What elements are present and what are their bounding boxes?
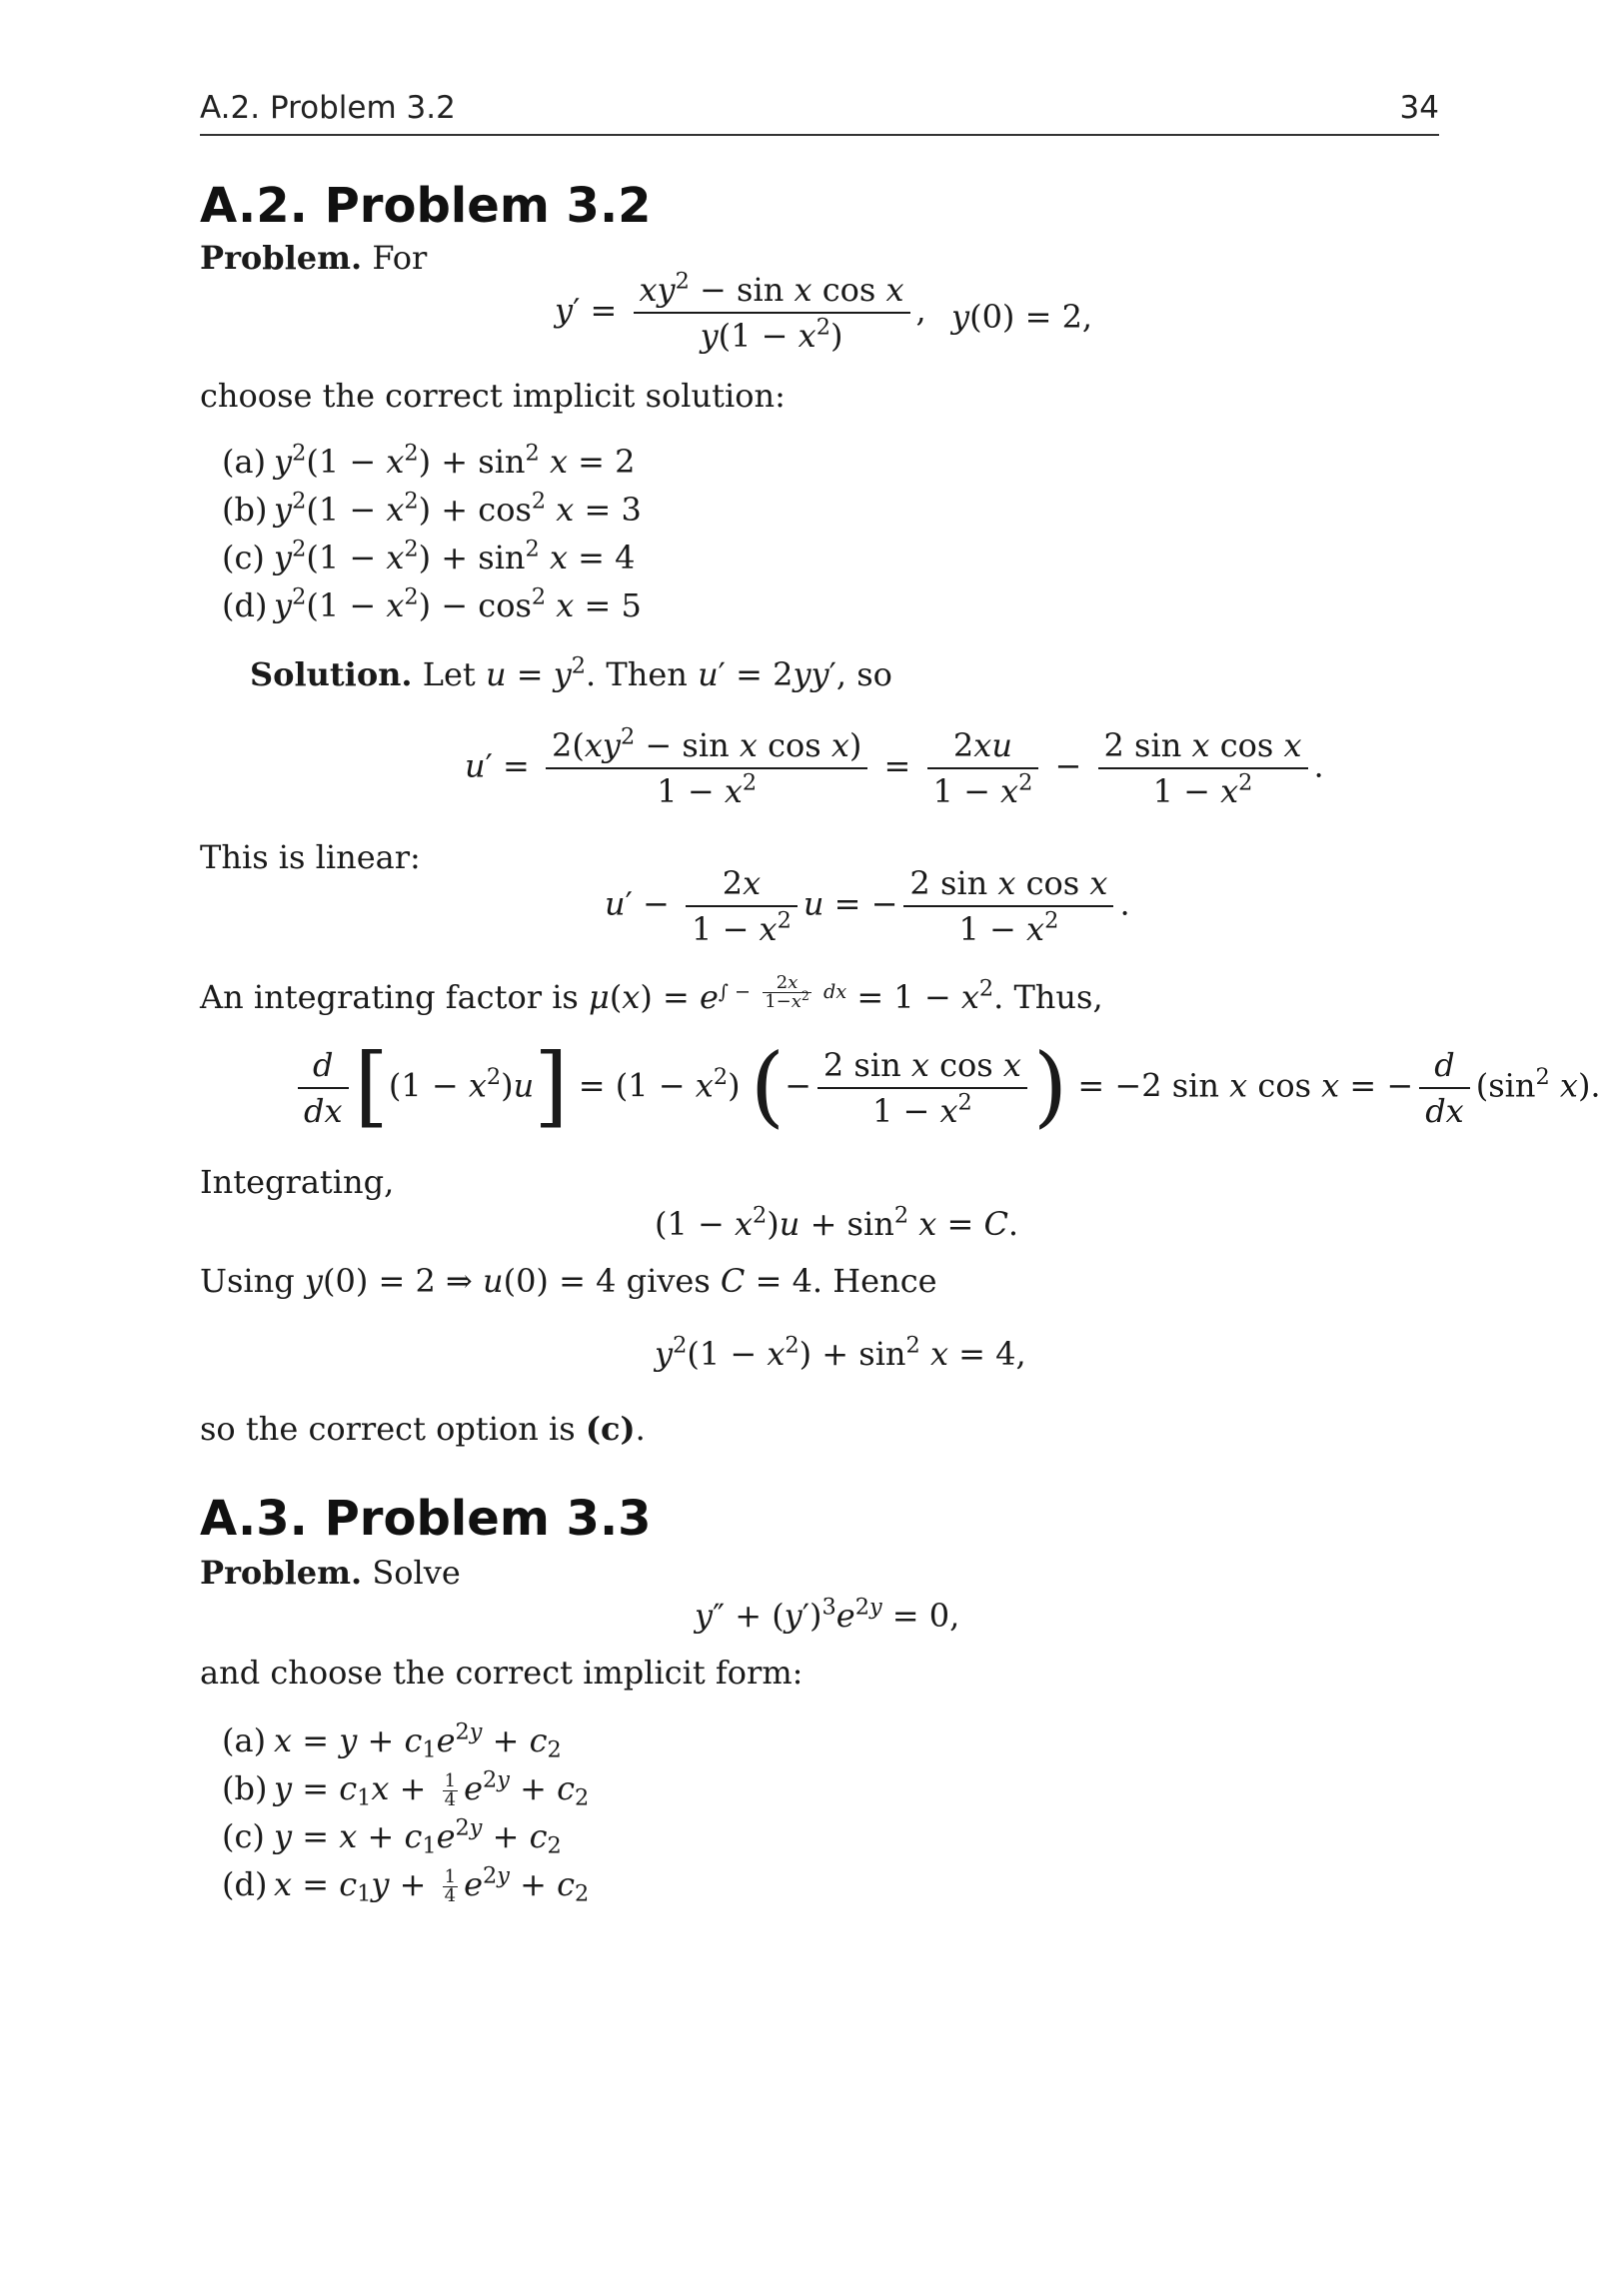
derivative-product-equation: $\frac{d}{dx}$ $[(1 - x^2)u] = (1 - x^2)$ (− $\frac{\text{2 sin x cos x}}{1 - x^2}$ ) = −2 sin x cos x = − $\frac{d}{dx}$ ($\sin^2$ x). bbox=[292, 1047, 1601, 1129]
running-title: A.2. Problem 3.2 bbox=[200, 90, 456, 126]
option-a3-c[interactable]: (c) $y = x + c_1e^{2y} + c_2$ bbox=[222, 1814, 562, 1859]
problem-intro-a3: Solve bbox=[372, 1554, 461, 1592]
integrating-factor-line: An integrating factor is $\mu(x) = e^{\int - \frac{2x}{1-x^2} dx} = 1 - x^2$. Thus, bbox=[200, 972, 1103, 1017]
u-prime-equation: u′ = $\frac{2(xy^2 - \sin x \cos x)}{1 - x^2}$ = $\frac{2xu}{1 - x^2}$ − $\frac{\text{2 sin x cos x}}{1 - x^2}$ . bbox=[465, 723, 1324, 810]
section-heading-a3: A.3. Problem 3.3 bbox=[200, 1491, 652, 1547]
ode-equation: y′ = $\frac{xy^2 - \sin x \cos x}{y(1 - x^2)}$ , bbox=[555, 268, 926, 355]
option-a[interactable]: (a) $y^2(1 - x^2) + \sin^2 x = 2$ bbox=[222, 440, 636, 481]
second-order-ode: $y'' + (y')^3e^{2y} = 0$, bbox=[695, 1594, 960, 1635]
option-a3-b[interactable]: (b) $y = c_1x$ + $\frac{1}{4}$ $e^{2y} + c_2$ bbox=[222, 1766, 590, 1811]
final-solution-equation: $y^2(1 - x^2) + \sin^2 x = 4$, bbox=[655, 1332, 1026, 1373]
integrating-remark: Integrating, bbox=[200, 1163, 395, 1201]
choose-instruction-a3: and choose the correct implicit form: bbox=[200, 1654, 804, 1692]
problem-statement-a2 bbox=[200, 238, 427, 278]
initial-condition: y(0) = 2, bbox=[951, 298, 1093, 336]
running-header bbox=[200, 90, 1439, 136]
problem-intro: For bbox=[372, 239, 428, 277]
page-number: 34 bbox=[1399, 90, 1439, 126]
using-text: Using bbox=[200, 1262, 295, 1300]
thus-text: . Thus, bbox=[993, 978, 1103, 1017]
option-c[interactable]: (c) $y^2(1 - x^2) + \sin^2 x = 4$ bbox=[222, 536, 636, 576]
conclusion-line: so the correct option is (c). bbox=[200, 1410, 646, 1448]
solution-label: Solution. bbox=[250, 655, 413, 693]
problem-label-a3: Problem. bbox=[200, 1554, 363, 1592]
problem-statement-a3 bbox=[200, 1553, 461, 1593]
option-a3-d[interactable]: (d) $x = c_1y$ + $\frac{1}{4}$ $e^{2y} + c_2$ bbox=[222, 1862, 590, 1907]
problem-label: Problem. bbox=[200, 239, 363, 277]
options-list-a3 bbox=[222, 1717, 589, 1908]
integrated-equation: $(1 - x^2)u + \sin^2 x = C$. bbox=[655, 1202, 1019, 1243]
choose-instruction-a2: choose the correct implicit solution: bbox=[200, 377, 786, 415]
linear-remark: This is linear: bbox=[200, 838, 421, 876]
option-d[interactable]: (d) $y^2(1 - x^2) - \cos^2 x = 5$ bbox=[222, 583, 642, 624]
solution-intro: Solution. Let $u = y^2$. Then u′ = 2yy′, so bbox=[250, 652, 892, 693]
conclusion-text: so the correct option is bbox=[200, 1410, 576, 1448]
integrating-factor-text: An integrating factor is bbox=[200, 978, 579, 1017]
initial-value-line: Using y(0) = 2 ⇒ u(0) = 4 gives C = 4. Hence bbox=[200, 1262, 937, 1300]
options-list-a2 bbox=[222, 438, 642, 629]
option-a3-a[interactable]: (a) $x = y + c_1e^{2y} + c_2$ bbox=[222, 1719, 562, 1763]
conclusion-answer: (c) bbox=[585, 1410, 636, 1448]
section-heading-a2: A.2. Problem 3.2 bbox=[200, 178, 652, 234]
hence-text: Hence bbox=[832, 1262, 937, 1300]
option-b[interactable]: (b) $y^2(1 - x^2) + \cos^2 x = 3$ bbox=[222, 488, 642, 529]
linear-equation: u′ − $\frac{2x}{1 - x^2}$ u = − $\frac{\text{2 sin x cos x}}{1 - x^2}$ . bbox=[605, 864, 1130, 948]
